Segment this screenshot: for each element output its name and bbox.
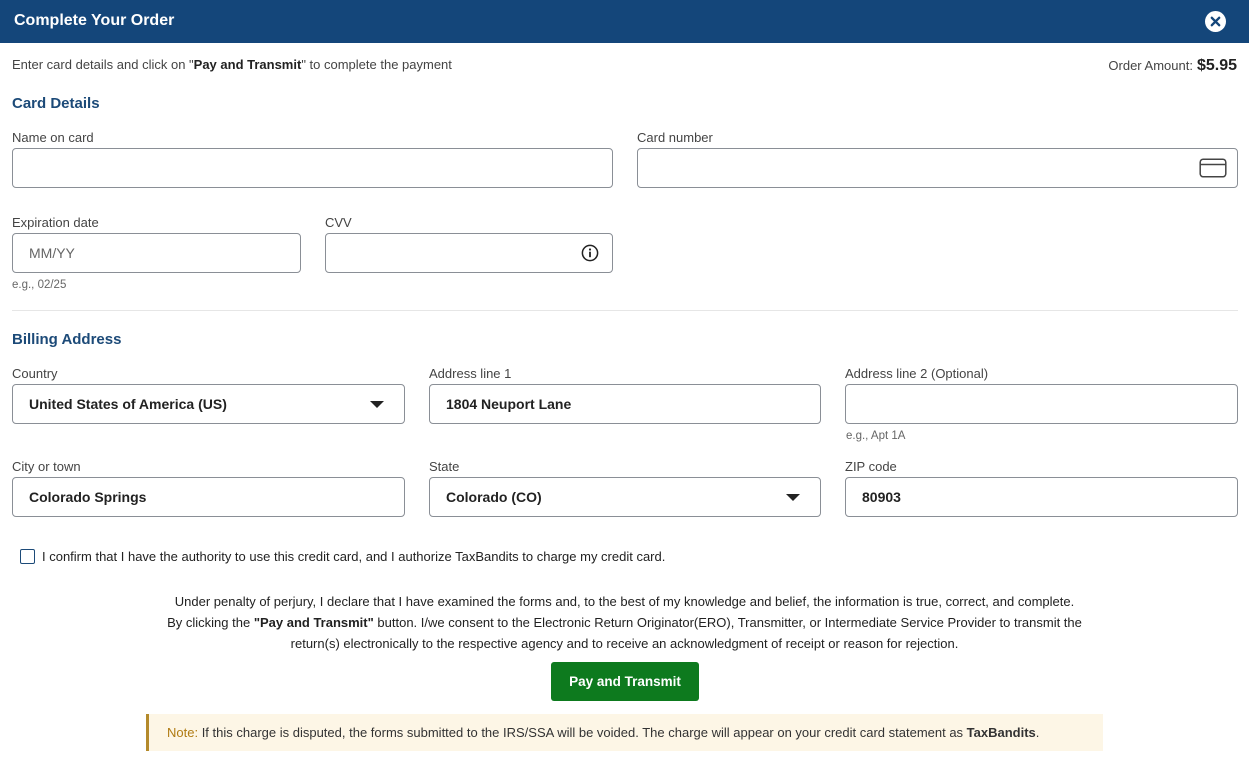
close-button[interactable] <box>1205 11 1226 32</box>
state-select[interactable] <box>429 477 821 517</box>
expiration-date-input[interactable] <box>29 234 260 272</box>
address-line2-field[interactable] <box>845 384 1238 424</box>
address-line2-label: Address line 2 (Optional) <box>845 366 989 381</box>
instruction-text: Enter card details and click on "Pay and Transmit" to complete the payment <box>12 57 452 72</box>
expiration-date-hint: e.g., 02/25 <box>12 279 67 291</box>
pay-and-transmit-button[interactable]: Pay and Transmit <box>551 662 699 701</box>
order-amount <box>1108 57 1237 75</box>
dialog-header <box>0 0 1249 43</box>
card-details-title: Card Details <box>12 95 100 112</box>
name-on-card-label: Name on card <box>12 130 94 145</box>
dispute-note-text: Note: If this charge is disputed, the forms submitted to the IRS/SSA will be voided. The charge will appear on your credit card statement as TaxBandits. <box>167 725 1040 740</box>
country-label: Country <box>12 366 58 381</box>
expiration-date-label: Expiration date <box>12 215 99 230</box>
country-select[interactable] <box>12 384 405 424</box>
authorize-checkbox[interactable] <box>20 549 35 564</box>
zip-field[interactable] <box>845 477 1238 517</box>
address-line1-value[interactable]: 1804 Neuport Lane <box>446 396 572 412</box>
dispute-note <box>146 714 1103 751</box>
order-amount-label: Order Amount: <box>1108 58 1193 73</box>
zip-label: ZIP code <box>845 459 897 474</box>
city-value[interactable]: Colorado Springs <box>29 489 147 505</box>
info-icon[interactable] <box>581 244 599 262</box>
state-selected-value: Colorado (CO) <box>446 489 542 505</box>
address-line1-field[interactable] <box>429 384 821 424</box>
country-selected-value: United States of America (US) <box>29 396 227 412</box>
name-on-card-input[interactable] <box>29 149 572 187</box>
order-amount-value: $5.95 <box>1196 57 1237 74</box>
chevron-down-icon <box>786 494 800 501</box>
cvv-field[interactable] <box>325 233 613 273</box>
declaration-line-1: Under penalty of perjury, I declare that I have examined the forms and, to the best of my knowledge and belief, the information is true, correct, and complete. <box>174 594 1075 609</box>
declaration-line-2: By clicking the "Pay and Transmit" button. I/we consent to the Electronic Return Originator(ERO), Transmitter, or Intermediate Service Provider to transmit the <box>167 615 1082 630</box>
expiration-date-field[interactable] <box>12 233 301 273</box>
card-number-input[interactable] <box>654 149 1197 187</box>
dialog-title: Complete Your Order <box>14 12 175 29</box>
chevron-down-icon <box>370 401 384 408</box>
name-on-card-field[interactable] <box>12 148 613 188</box>
city-field[interactable] <box>12 477 405 517</box>
card-number-field[interactable] <box>637 148 1238 188</box>
zip-value[interactable]: 80903 <box>862 489 901 505</box>
credit-card-icon <box>1199 157 1227 179</box>
card-number-label: Card number <box>637 130 713 145</box>
cvv-input[interactable] <box>342 234 572 272</box>
address-line2-input[interactable] <box>862 385 1197 423</box>
section-divider <box>12 310 1238 311</box>
address-line2-hint: e.g., Apt 1A <box>846 430 906 442</box>
authorize-checkbox-label: I confirm that I have the authority to use this credit card, and I authorize TaxBandits to charge my credit card. <box>42 549 666 564</box>
declaration-line-3: return(s) electronically to the respective agency and to receive an acknowledgment of receipt or reason for rejection. <box>290 636 959 651</box>
address-line1-label: Address line 1 <box>429 366 512 381</box>
close-icon <box>1205 11 1226 32</box>
cvv-label: CVV <box>325 215 352 230</box>
city-label: City or town <box>12 459 81 474</box>
state-label: State <box>429 459 460 474</box>
billing-address-title: Billing Address <box>12 331 122 348</box>
